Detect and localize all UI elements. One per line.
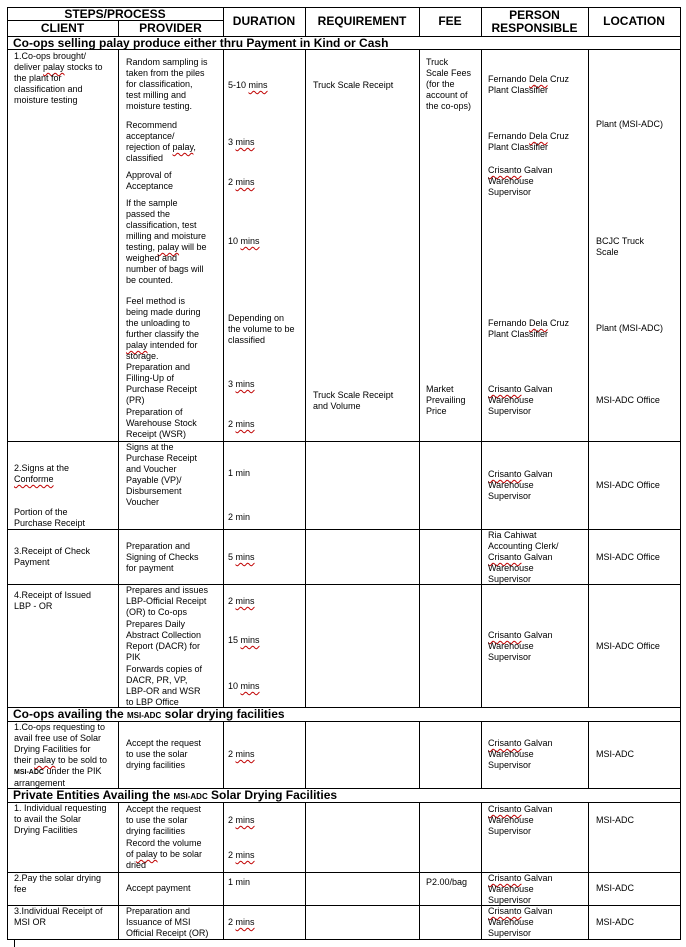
row1-provider-6: Preparation and Filling-Up of Purchase Receipt (PR) — [126, 362, 198, 405]
row6-person: Crisanto Galvan Warehouse Supervisor — [488, 804, 553, 836]
row2-provider-1: Signs at the Purchase Receipt and Voucher Payable (VP)/ Disbursement Voucher — [126, 442, 198, 507]
row5-person: Crisanto Galvan Warehouse Supervisor — [488, 738, 553, 770]
row4-provider-2: Prepares Daily Abstract Collection Report (DACR) for PIK — [126, 619, 202, 662]
row7-client: 2.Pay the solar drying fee — [14, 873, 102, 894]
row6-provider-2: Record the volume of palay to be solar dried — [126, 838, 203, 870]
row1-location-4: MSI-ADC Office — [596, 395, 660, 405]
rule — [118, 802, 119, 939]
rule — [7, 7, 8, 940]
row7-location: MSI-ADC — [596, 883, 634, 893]
row5-client: 1.Co-ops requesting to avail free use of Solar Drying Facilities for their palay to be sold to MSI-ADC under the PIK arrangement — [14, 722, 108, 788]
rule — [588, 802, 589, 939]
row4-provider-3: Forwards copies of DACR, PR, VP, LBP-OR and WSR to LBP Office — [126, 664, 203, 707]
row4-duration-1: 2 mins — [228, 596, 255, 606]
row2-person: Crisanto Galvan Warehouse Supervisor — [488, 469, 553, 501]
header-provider: PROVIDER — [139, 21, 202, 35]
rule — [588, 49, 589, 707]
row3-duration-1: 5 mins — [228, 552, 255, 562]
rule — [481, 49, 482, 707]
row4-duration-2: 15 mins — [228, 635, 260, 645]
row1-provider-3: Approval of Acceptance — [126, 170, 174, 191]
row4-location: MSI-ADC Office — [596, 641, 660, 651]
row7-fee: P2.00/bag — [426, 877, 468, 887]
row1-duration-2: 3 mins — [228, 137, 255, 147]
header-location: LOCATION — [603, 14, 665, 28]
rule — [223, 721, 224, 788]
section-title-private-entities: Private Entities Availing the MSI-ADC Solar Drying Facilities — [13, 788, 338, 802]
row8-provider-1: Preparation and Issuance of MSI Official Receipt (OR) — [126, 906, 209, 938]
row1-duration-3: 2 mins — [228, 177, 255, 187]
header-person-line1: PERSON — [509, 8, 560, 22]
row1-person-6: Crisanto Galvan Warehouse Supervisor — [488, 384, 553, 416]
row3-provider-1: Preparation and Signing of Checks for payment — [126, 541, 199, 573]
header-steps-process: STEPS/PROCESS — [64, 7, 166, 21]
row3-client: 3.Receipt of Check Payment — [14, 546, 91, 567]
rule — [680, 7, 681, 940]
rule — [118, 49, 119, 707]
row1-provider-1: Random sampling is taken from the piles for classification, test milling and moisture testing. — [126, 57, 208, 111]
row2-location: MSI-ADC Office — [596, 480, 660, 490]
row2-duration-1: 1 min — [228, 468, 251, 478]
row6-duration-2: 2 mins — [228, 850, 255, 860]
row1-client: 1.Co-ops brought/ deliver palay stocks to the plant for classification and moisture testing — [14, 51, 103, 105]
row7-provider-1: Accept payment — [126, 883, 191, 893]
rule — [419, 721, 420, 788]
row1-fee-1: Truck Scale Fees (for the account of the co-ops) — [426, 57, 472, 111]
row1-location-1: Plant (MSI-ADC) — [596, 119, 664, 129]
row6-provider-1: Accept the request to use the solar drying facilities — [126, 804, 202, 836]
row1-requirement-2: Truck Scale Receipt and Volume — [313, 390, 394, 411]
row1-person-5: Fernando Dela Cruz Plant Classifier — [488, 318, 570, 339]
row8-client: 3.Individual Receipt of MSI OR — [14, 906, 103, 927]
row1-provider-4: If the sample passed the classification, test milling and moisture testing, palay will be weighed and number of bags will be counted. — [126, 198, 207, 285]
rule — [481, 721, 482, 788]
row6-client: 1. Individual requesting to avail the Solar Drying Facilities — [14, 803, 107, 835]
row5-duration-1: 2 mins — [228, 749, 255, 759]
row1-fee-2: Market Prevailing Price — [426, 384, 466, 416]
row8-duration-1: 2 mins — [228, 917, 255, 927]
row1-location-3: Plant (MSI-ADC) — [596, 323, 664, 333]
row1-person-3: Crisanto Galvan Warehouse Supervisor — [488, 165, 553, 197]
section-title-coops-availing: Co-ops availing the MSI-ADC solar drying facilities — [13, 707, 285, 721]
row1-requirement-1: Truck Scale Receipt — [313, 80, 394, 90]
row1-duration-6: 3 mins — [228, 379, 255, 389]
row1-duration-7: 2 mins — [228, 419, 255, 429]
row7-person: Crisanto Galvan Warehouse Supervisor — [488, 873, 553, 905]
row6-location: MSI-ADC — [596, 815, 634, 825]
row8-location: MSI-ADC — [596, 917, 634, 927]
header-client: CLIENT — [40, 21, 85, 35]
row4-provider-1: Prepares and issues LBP-Official Receipt (OR) to Co-ops — [126, 585, 209, 617]
rule — [223, 802, 224, 939]
rule — [481, 802, 482, 939]
section-title-coops-selling: Co-ops selling palay produce either thru Payment in Kind or Cash — [13, 36, 389, 50]
header-person-line2: RESPONSIBLE — [491, 21, 578, 35]
row1-person-2: Fernando Dela Cruz Plant Classifier — [488, 131, 570, 152]
row8-person: Crisanto Galvan Warehouse Supervisor — [488, 906, 553, 938]
header-fee: FEE — [438, 14, 462, 28]
row7-duration-1: 1 min — [228, 877, 251, 887]
row2-client-2: Portion of the Purchase Receipt — [14, 507, 86, 528]
row1-person-1: Fernando Dela Cruz Plant Classifier — [488, 74, 570, 95]
row1-duration-5: Depending on the volume to be classified — [228, 313, 295, 345]
rule — [305, 721, 306, 788]
row1-provider-2: Recommend acceptance/ rejection of palay, classified — [126, 120, 196, 163]
row1-duration-4: 10 mins — [228, 236, 260, 246]
rule — [223, 49, 224, 707]
row3-person: Ria Cahiwat Accounting Clerk/ Crisanto Galvan Warehouse Supervisor — [488, 530, 559, 584]
row4-duration-3: 10 mins — [228, 681, 260, 691]
rule — [305, 802, 306, 939]
row6-duration-1: 2 mins — [228, 815, 255, 825]
row1-provider-5: Feel method is being made during the unloading to further classify the palay intended for storage. — [126, 296, 201, 361]
row4-person: Crisanto Galvan Warehouse Supervisor — [488, 630, 553, 662]
row1-duration-1: 5-10 mins — [228, 80, 268, 90]
row1-location-2: BCJC Truck Scale — [596, 236, 645, 257]
rule — [588, 721, 589, 788]
rule — [7, 939, 680, 940]
rule — [305, 49, 306, 707]
row2-client-1: 2.Signs at the Conforme — [14, 463, 70, 484]
row2-duration-2: 2 min — [228, 512, 251, 522]
rule — [118, 721, 119, 788]
row3-location: MSI-ADC Office — [596, 552, 660, 562]
rule — [419, 802, 420, 939]
row1-provider-7: Preparation of Warehouse Stock Receipt (WSR) — [126, 407, 197, 439]
rule — [7, 441, 680, 442]
header-duration: DURATION — [232, 14, 296, 28]
rule — [419, 49, 420, 707]
header-person-responsible — [481, 9, 588, 35]
row4-client: 4.Receipt of Issued LBP - OR — [14, 590, 92, 611]
rule — [14, 939, 15, 947]
header-requirement: REQUIREMENT — [317, 14, 407, 28]
row5-provider-1: Accept the request to use the solar drying facilities — [126, 738, 202, 770]
row5-location: MSI-ADC — [596, 749, 634, 759]
